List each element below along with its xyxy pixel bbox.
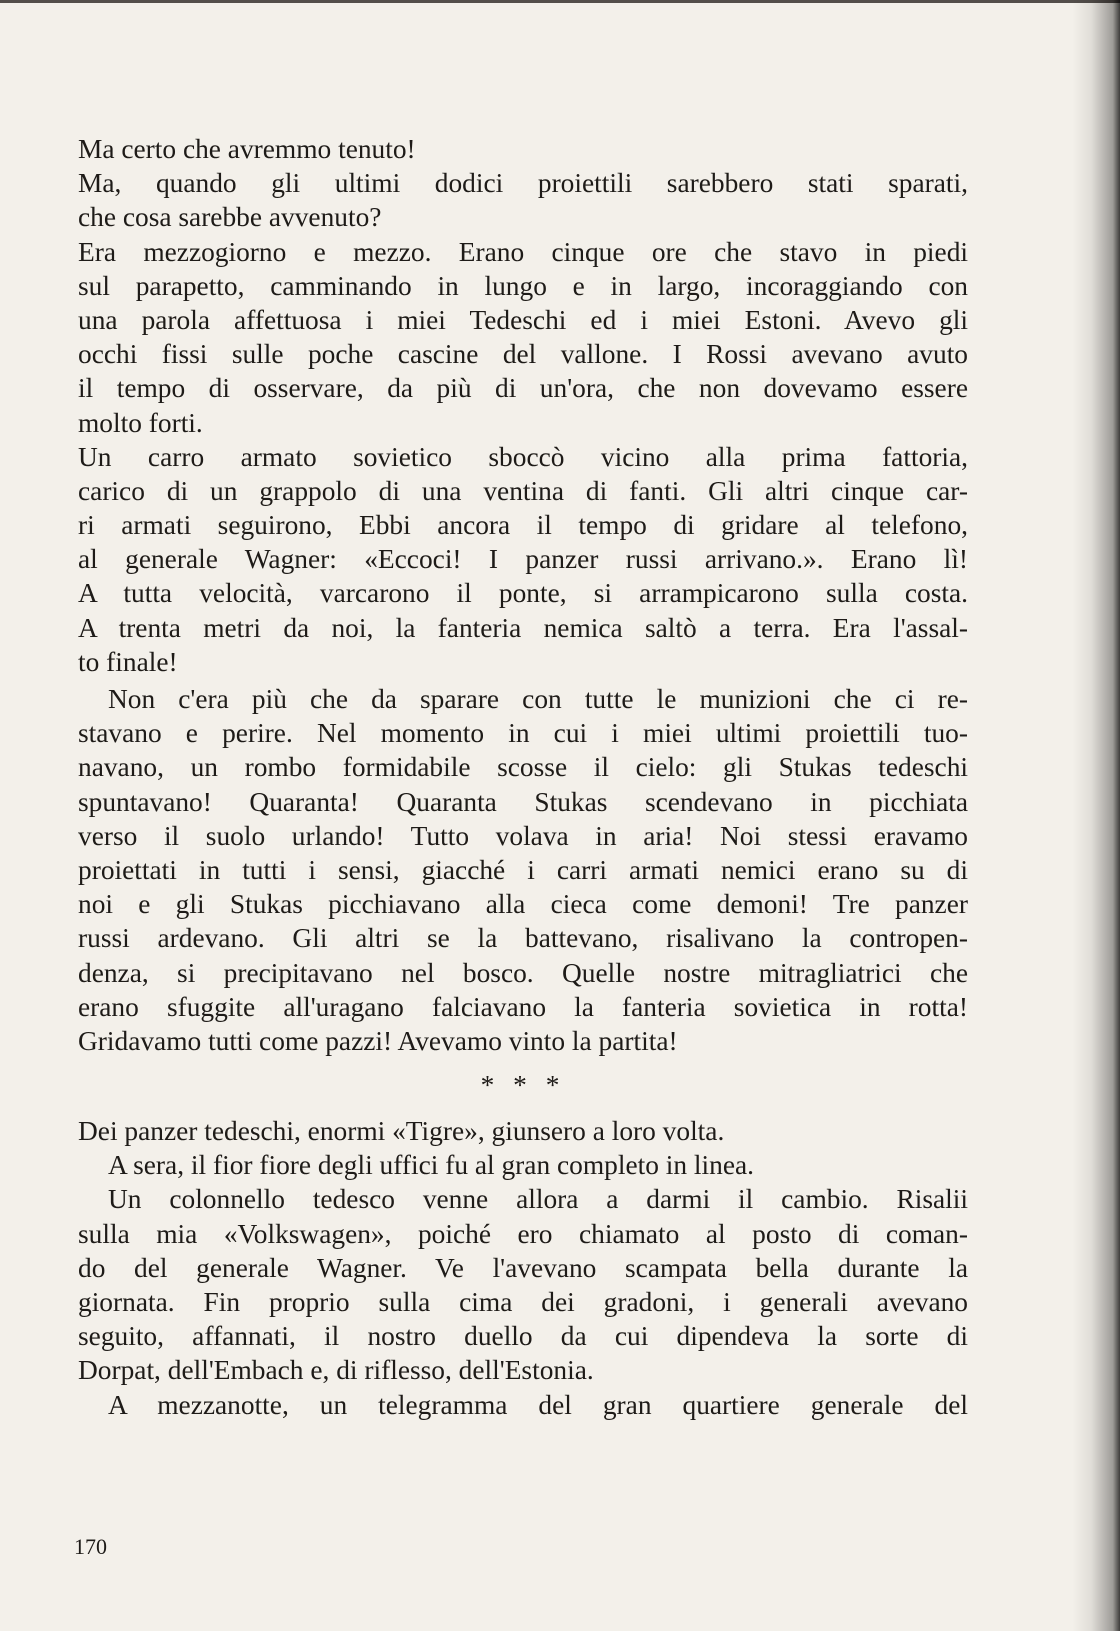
binding-shadow: [1072, 0, 1120, 1631]
text-line: navano, un rombo formidabile scosse il cielo: gli Stukas tedeschi: [78, 752, 968, 783]
text-line: al generale Wagner: «Eccoci! I panzer russi arrivano.». Erano lì!: [78, 544, 968, 575]
text-line: A tutta velocità, varcarono il ponte, si arrampicarono sulla costa.: [78, 578, 968, 609]
text-line: A sera, il fior fiore degli uffici fu al gran completo in linea.: [108, 1150, 755, 1181]
text-line: occhi fissi sulle poche cascine del vallone. I Rossi avevano avuto: [78, 339, 968, 370]
text-line: sulla mia «Volkswagen», poiché ero chiamato al posto di coman-: [78, 1218, 968, 1249]
text-line: Un colonnello tedesco venne allora a darmi il cambio. Risalii: [108, 1184, 968, 1215]
text-line: una parola affettuosa i miei Tedeschi ed i miei Estoni. Avevo gli: [78, 304, 968, 335]
text-line: spuntavano! Quaranta! Quaranta Stukas scendevano in picchiata: [78, 786, 968, 817]
text-line: russi ardevano. Gli altri se la battevano, risalivano la contropen-: [78, 923, 968, 954]
section-separator: * * *: [480, 1070, 566, 1101]
page-number: 170: [74, 1534, 107, 1559]
text-line: il tempo di osservare, da più di un'ora, che non dovevamo essere: [78, 373, 968, 404]
text-line: seguito, affannati, il nostro duello da cui dipendeva la sorte di: [78, 1321, 968, 1352]
page-top-edge: [0, 0, 1120, 3]
text-line: A trenta metri da noi, la fanteria nemica saltò a terra. Era l'assal-: [78, 612, 968, 643]
text-line: giornata. Fin proprio sulla cima dei gradoni, i generali avevano: [78, 1287, 968, 1317]
text-line: proiettati in tutti i sensi, giacché i carri armati nemici erano su di: [78, 854, 968, 885]
text-line: carico di un grappolo di una ventina di fanti. Gli altri cinque car-: [78, 475, 968, 506]
text-line: noi e gli Stukas picchiavano alla cieca come demoni! Tre panzer: [78, 889, 968, 920]
text-line: Ma, quando gli ultimi dodici proiettili sarebbero stati sparati,: [78, 168, 968, 199]
text-line: verso il suolo urlando! Tutto volava in aria! Noi stessi eravamo: [78, 820, 968, 851]
text-line: ri armati seguirono, Ebbi ancora il tempo di gridare al telefono,: [78, 510, 968, 541]
text-line: to finale!: [78, 646, 178, 677]
text-line: molto forti.: [78, 407, 203, 438]
text-line: Ma certo che avremmo tenuto!: [78, 134, 416, 164]
text-line: erano sfuggite all'uragano falciavano la fanteria sovietica in rotta!: [78, 991, 968, 1022]
text-line: Un carro armato sovietico sboccò vicino alla prima fattoria,: [78, 441, 968, 472]
body-text: [78, 132, 968, 1422]
text-line: Era mezzogiorno e mezzo. Erano cinque ore che stavo in piedi: [78, 236, 968, 267]
text-line: Non c'era più che da sparare con tutte le munizioni che ci re-: [108, 684, 968, 714]
text-line: sul parapetto, camminando in lungo e in largo, incoraggiando con: [78, 270, 968, 301]
text-line: stavano e perire. Nel momento in cui i miei ultimi proiettili tuo-: [78, 718, 968, 749]
text-line: Gridavamo tutti come pazzi! Avevamo vinto la partita!: [78, 1025, 678, 1056]
text-line: Dorpat, dell'Embach e, di riflesso, dell'Estonia.: [78, 1355, 594, 1386]
text-line: denza, si precipitavano nel bosco. Quelle nostre mitragliatrici che: [78, 957, 968, 988]
text-line: Dei panzer tedeschi, enormi «Tigre», giunsero a loro volta.: [78, 1116, 725, 1147]
text-line: che cosa sarebbe avvenuto?: [78, 202, 382, 233]
text-line: do del generale Wagner. Ve l'avevano scampata bella durante la: [78, 1252, 968, 1283]
text-line: A mezzanotte, un telegramma del gran quartiere generale del: [108, 1389, 968, 1420]
